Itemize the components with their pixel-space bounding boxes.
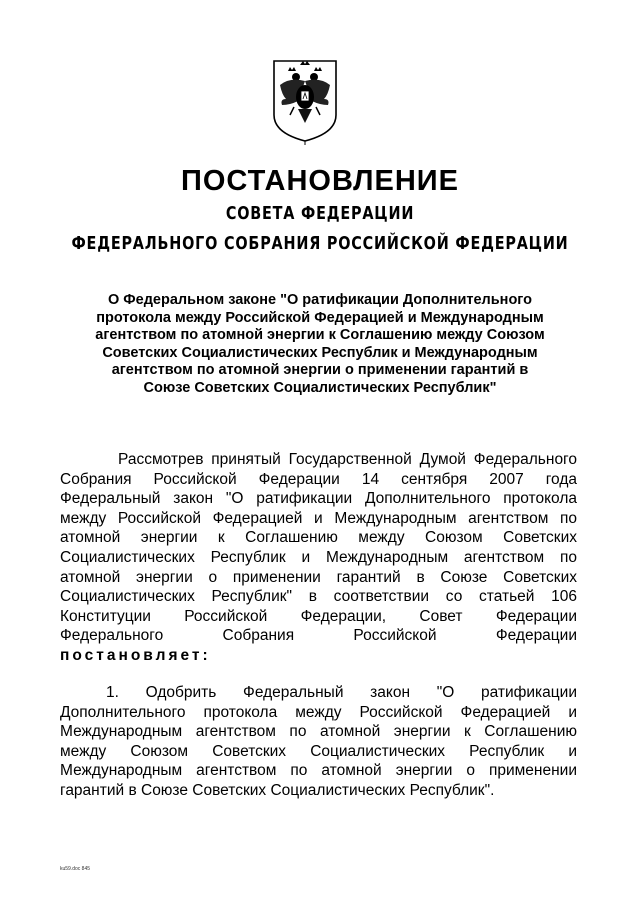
coat-of-arms-icon xyxy=(270,55,340,145)
paragraph-line: атомной энергии о применении гарантий в Союзе Советских xyxy=(60,568,577,586)
law-title-line: О Федеральном законе "О ратификации Дополнительного xyxy=(107,292,533,308)
paragraph-line: Федерального Собрания Российской Федерации xyxy=(60,627,577,645)
paragraph-line: Рассмотрев принятый Государственной Думой Федерального xyxy=(118,451,577,468)
law-title-line: Советских Социалистических Республик и Международным xyxy=(102,344,538,361)
law-title-line: агентством по атомной энергии к Соглашению между Союзом xyxy=(95,327,545,343)
resolution-word: постановляет: xyxy=(60,646,211,664)
paragraph-line: Собрания Российской Федерации 14 сентября 2007 года xyxy=(60,470,577,488)
document-title: ПОСТАНОВЛЕНИЕ xyxy=(181,165,459,197)
paragraph-preamble xyxy=(60,450,577,666)
document-subtitle-1: СОВЕТА ФЕДЕРАЦИИ xyxy=(225,203,415,224)
file-reference: ku59.doc 845 xyxy=(60,866,91,872)
law-title-line: протокола между Российской Федерацией и Международным xyxy=(96,309,544,326)
paragraph-line: Дополнительного протокола между Российской Федерацией и xyxy=(60,703,577,721)
law-title-line: Союзе Советских Социалистических Республик" xyxy=(143,379,497,396)
paragraph-line: Социалистических Республик и Международным агентством по xyxy=(60,548,577,566)
paragraph-line: Социалистических Республик" в соответствии со статьей 106 xyxy=(60,588,577,606)
law-title xyxy=(60,292,580,397)
law-title-line: агентством по атомной энергии о применении гарантий в xyxy=(111,362,529,378)
paragraph-line: Международным агентством по атомной энергии к Соглашению xyxy=(60,723,577,741)
paragraph-line: Конституции Российской Федерации, Совет Федерации xyxy=(60,607,577,625)
paragraph-line: гарантий в Союзе Советских Социалистических Республик". xyxy=(60,781,495,799)
paragraph-line: Федеральный закон "О ратификации Дополнительного протокола xyxy=(60,490,577,508)
document-subtitle-2: ФЕДЕРАЛЬНОГО СОБРАНИЯ РОССИЙСКОЙ ФЕДЕРАЦИИ xyxy=(71,233,569,254)
paragraph-line: 1. Одобрить Федеральный закон "О ратификации xyxy=(106,684,577,701)
paragraph-line: атомной энергии к Соглашению между Союзом Советских xyxy=(60,529,577,547)
paragraph-line: Международным агентством по атомной энергии о применении xyxy=(60,762,577,780)
paragraph-item-1 xyxy=(60,683,577,801)
paragraph-line: между Российской Федерацией и Международным агентством по xyxy=(60,509,577,527)
paragraph-line: между Союзом Советских Социалистических Республик и xyxy=(60,742,577,760)
